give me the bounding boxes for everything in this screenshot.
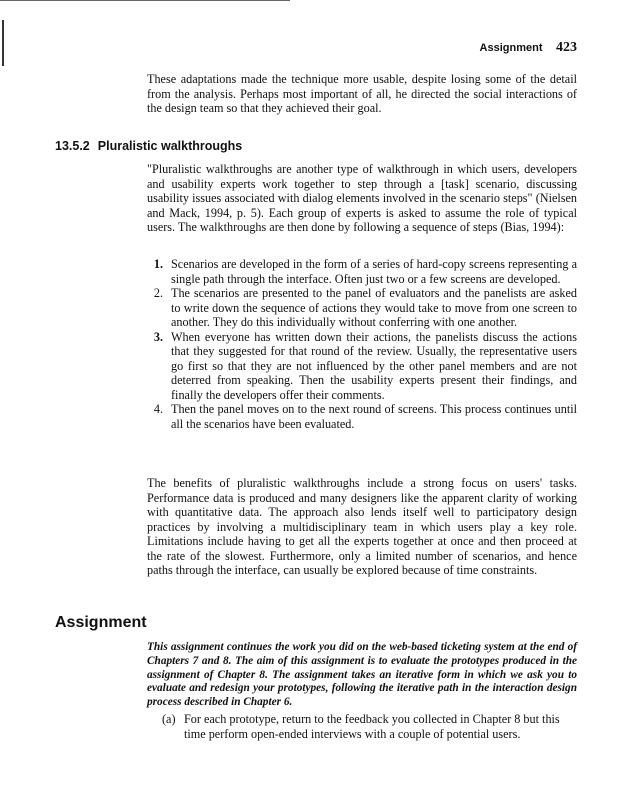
list-item-text: Then the panel moves on to the next round of screens. This process continues until all the scenarios have been evaluated. — [171, 402, 577, 431]
section-heading — [55, 139, 242, 153]
list-item-text: The scenarios are presented to the panel of evaluators and the panelists are asked to write down the sequence of actions they would take to move from one screen to another. They do this individually without conferring with one another. — [171, 286, 577, 329]
section-title: Pluralistic walkthroughs — [97, 139, 243, 153]
list-item-number: 4. — [153, 402, 163, 416]
assignment-intro: This assignment continues the work you did on the web-based ticketing system at the end of Chapters 7 and 8. The aim of this assignment is to evaluate the prototypes produced in the assignment of Chapter 8. The assignment takes an iterative form in which we ask you to evaluate and redesign your prototypes, following the iterative path in the interaction design process described in Chapter 6. — [147, 641, 577, 709]
scan-border-top — [0, 0, 290, 1]
running-header — [480, 40, 577, 56]
assignment-item-text: For each prototype, return to the feedback you collected in Chapter 8 but this time perform open-ended interviews with a couple of potential users. — [184, 712, 560, 741]
page-number: 423 — [556, 40, 577, 55]
list-item-number: 1. — [153, 257, 163, 271]
running-header-section: Assignment — [479, 42, 543, 54]
list-item-number: 2. — [153, 286, 163, 300]
list-item-text: When everyone has written down their actions, the panelists discuss the actions that they suggested for that round of the review. Usually, the representative users go first so that they are not influenced by the other panel members and are not deterred from speaking. Then the usability experts present their findings, and finally the developers offer their comments. — [171, 329, 577, 402]
list-item — [147, 330, 577, 403]
list-item-number: 3. — [153, 329, 163, 344]
section-number: 13.5.2 — [55, 139, 90, 153]
walkthrough-steps-list — [147, 257, 577, 431]
assignment-item — [162, 712, 577, 741]
intro-paragraph: These adaptations made the technique more usable, despite losing some of the detail from the analysis. Perhaps most important of all, he directed the social interactions of the design team so that they achieved their goal. — [147, 72, 577, 115]
scan-border-left — [2, 20, 4, 66]
list-item — [147, 286, 577, 330]
assignment-item-label: (a) — [162, 712, 176, 726]
list-item — [147, 257, 577, 286]
assignment-heading: Assignment — [55, 614, 147, 631]
list-item — [147, 402, 577, 431]
list-item-text: Scenarios are developed in the form of a series of hard-copy screens representing a single path through the interface. Often just two or a few screens are developed. — [171, 257, 577, 286]
quote-paragraph: "Pluralistic walkthroughs are another type of walkthrough in which users, developers and usability experts work together to step through a [task] scenario, discussing usability issues associated with dialog elements involved in the scenario steps" (Nielsen and Mack, 1994, p. 5). Each group of experts is asked to assume the role of typical users. The walkthroughs are then done by following a sequence of steps (Bias, 1994): — [147, 162, 577, 234]
benefits-paragraph: The benefits of pluralistic walkthroughs include a strong focus on users' tasks. Performance data is produced and many designers like the apparent clarity of working with quantitative data. The approach also lends itself well to participatory design practices by involving a multidisciplinary team in which users play a key role. Limitations include having to get all the experts together at once and then proceed at the rate of the slowest. Furthermore, only a limited number of scenarios, and hence paths through the interface, can usually be explored because of time constraints. — [147, 476, 577, 577]
